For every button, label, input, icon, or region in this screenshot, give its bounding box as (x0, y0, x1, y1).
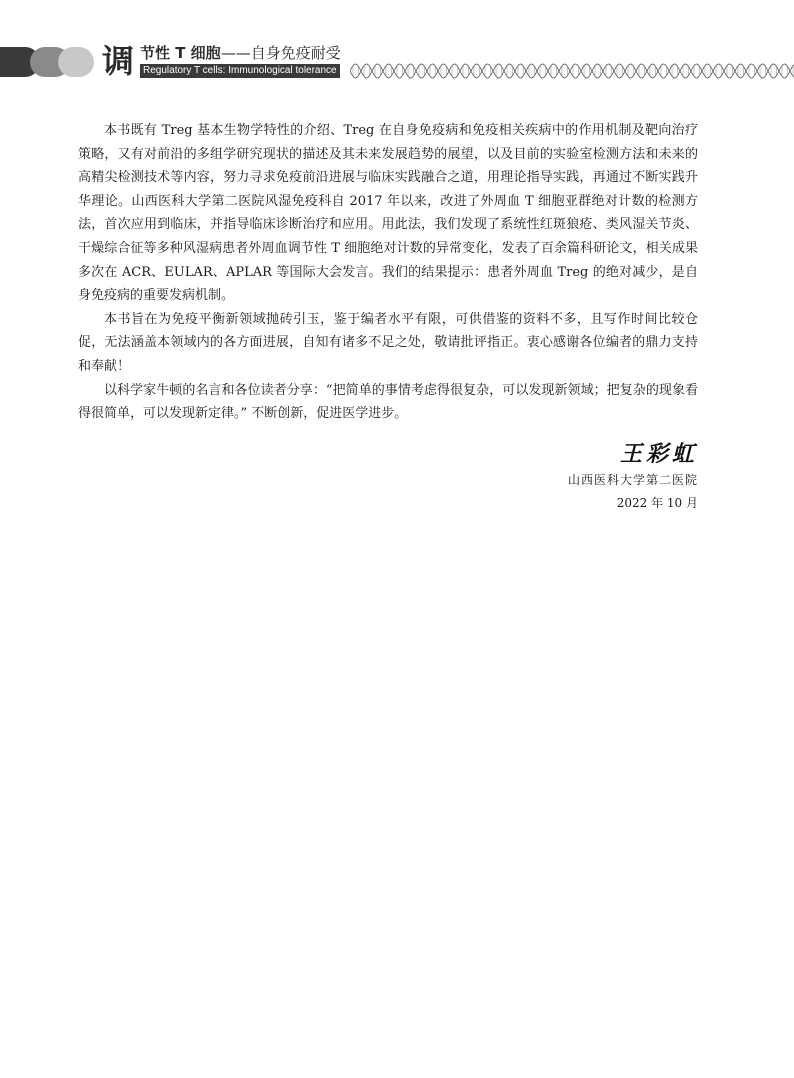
running-header (0, 40, 794, 84)
book-title (140, 43, 341, 63)
author-signature: 王彩虹 (619, 441, 698, 467)
signoff-date: 2022 年 10 月 (616, 496, 698, 510)
preface-body (78, 119, 698, 426)
paragraph: 本书旨在为免疫平衡新领域抛砖引玉，鉴于编者水平有限，可供借鉴的资料不多，且写作时间比较仓促，无法涵盖本领域内的各方面进展，自知有诸多不足之处，敬请批评指正。衷心感谢各位编者的鼎力支持和奉献！ (78, 311, 698, 374)
dna-helix-icon (350, 62, 794, 80)
header-decor-pill (58, 47, 94, 77)
book-title-suffix: ——自身免疫耐受 (220, 44, 341, 62)
book-subtitle: Regulatory T cells: Immunological tolerance (140, 64, 340, 78)
dna-strand-a (350, 64, 794, 78)
author-institution: 山西医科大学第二医院 (567, 473, 698, 487)
book-title-main: 节性 T 细胞 (140, 44, 221, 62)
paragraph: 本书既有 Treg 基本生物学特性的介绍、Treg 在自身免疫病和免疫相关疾病中的作用机制及靶向治疗策略，又有对前沿的多组学研究现状的描述及其未来发展趋势的展望，以及目前的实验室检测方法和未来的高精尖检测技术等内容，努力寻求免疫前沿进展与临床实践融合之道，用理论指导实践，再通过不断实践升华理论。山西医科大学第二医院风湿免疫科自 2017 年以来，改进了外周血 T 细胞亚群绝对计数的检测方法，首次应用到临床，并指导临床诊断治疗和应用。用此法，我们发现了系统性红斑狼疮、类风湿关节炎、干燥综合征等多种风湿病患者外周血调节性 T 细胞绝对计数的异常变化，发表了百余篇科研论文，相关成果多次在 ACR、EULAR、APLAR 等国际大会发言。我们的结果提示：患者外周血 Treg 的绝对减少，是自身免疫病的重要发病机制。 (78, 123, 698, 304)
dna-strand-b (350, 64, 794, 78)
header-initial-char: 调 (102, 42, 135, 80)
paragraph: 以科学家牛顿的名言和各位读者分享：“把简单的事情考虑得很复杂，可以发现新领域；把复杂的现象看得很简单，可以发现新定律。” 不断创新，促进医学进步。 (78, 382, 698, 422)
